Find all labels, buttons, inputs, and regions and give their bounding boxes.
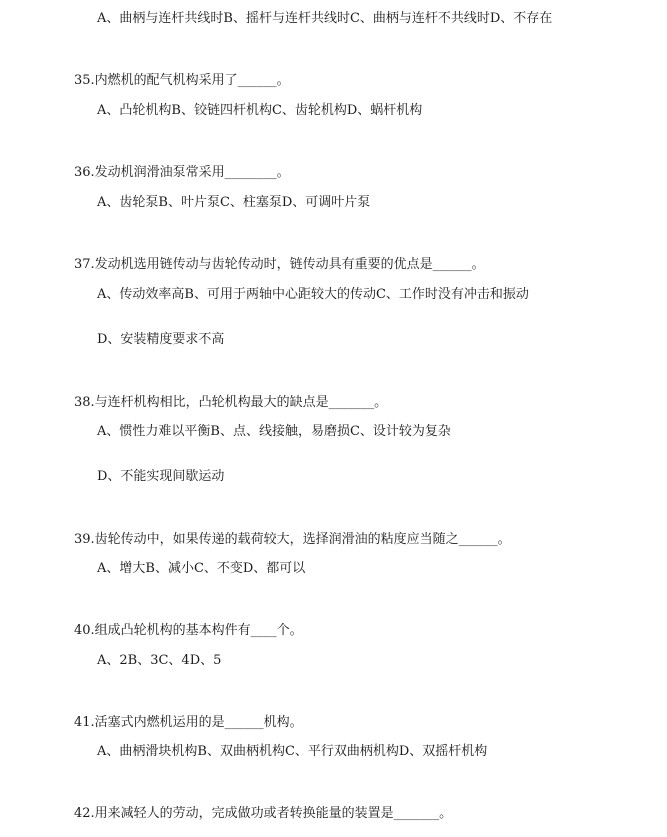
- question-41: 41.活塞式内燃机运用的是______机构。: [74, 715, 303, 730]
- option-line: A、传动效率高B、可用于两轴中心距较大的传动C、工作时没有冲击和振动: [97, 287, 529, 302]
- question-40: 40.组成凸轮机构的基本构件有____个。: [74, 623, 303, 638]
- question-36: 36.发动机润滑油泵常采用________。: [74, 165, 290, 180]
- option-line: A、增大B、减小C、不变D、都可以: [97, 561, 306, 576]
- question-35: 35.内燃机的配气机构采用了______。: [74, 73, 290, 88]
- option-line: A、2B、3C、4D、5: [97, 653, 222, 668]
- question-42: 42.用来减轻人的劳动，完成做功或者转换能量的装置是_______。: [74, 806, 453, 821]
- option-line: D、不能实现间歇运动: [97, 469, 225, 484]
- question-39: 39.齿轮传动中，如果传递的载荷较大，选择润滑油的粘度应当随之______。: [74, 532, 511, 547]
- option-line: A、凸轮机构B、铰链四杆机构C、齿轮机构D、蜗杆机构: [97, 103, 423, 118]
- question-37: 37.发动机选用链传动与齿轮传动时，链传动具有重要的优点是______。: [74, 257, 485, 272]
- option-line: A、曲柄滑块机构B、双曲柄机构C、平行双曲柄机构D、双摇杆机构: [97, 744, 488, 759]
- option-line: A、曲柄与连杆共线时B、摇杆与连杆共线时C、曲柄与连杆不共线时D、不存在: [97, 11, 553, 26]
- option-line: A、齿轮泵B、叶片泵C、柱塞泵D、可调叶片泵: [97, 195, 371, 210]
- option-line: A、惯性力难以平衡B、点、线接触，易磨损C、设计较为复杂: [97, 424, 451, 439]
- option-line: D、安装精度要求不高: [97, 332, 225, 347]
- question-38: 38.与连杆机构相比，凸轮机构最大的缺点是_______。: [74, 395, 388, 410]
